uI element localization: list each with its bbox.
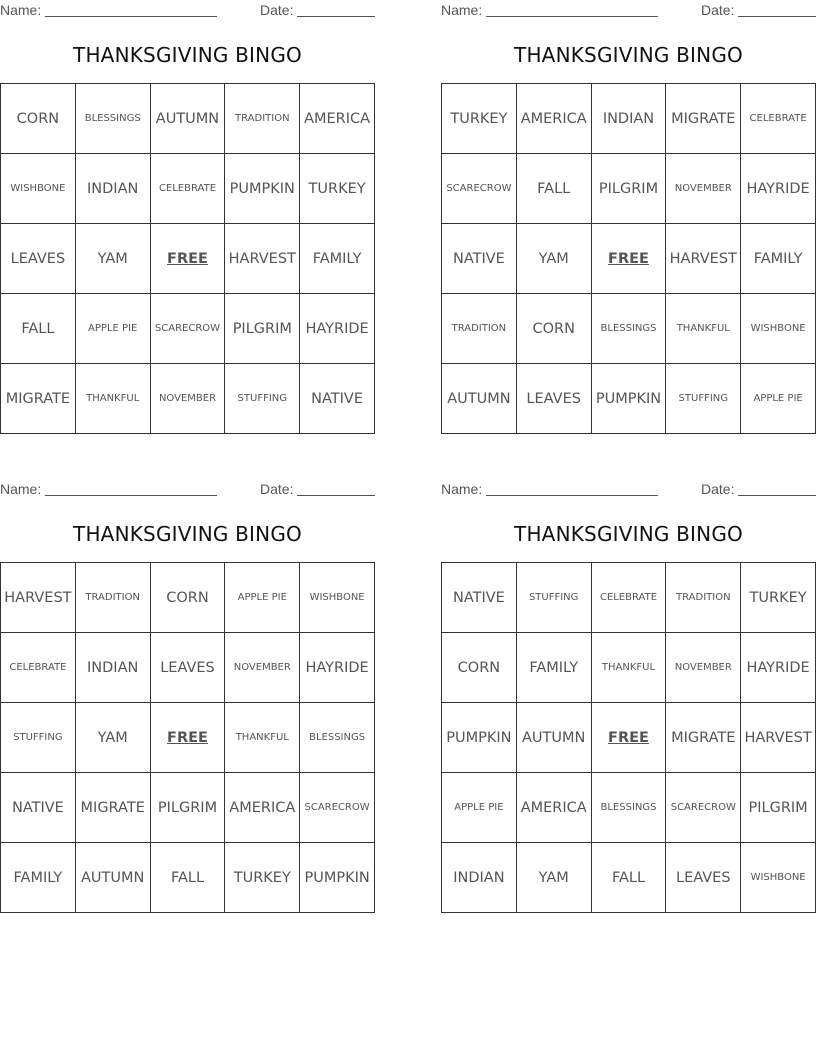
date-label: Date: (260, 481, 294, 497)
bingo-cell: STUFFING (517, 563, 592, 633)
date-label: Date: (260, 2, 294, 18)
bingo-cell: HAYRIDE (741, 154, 816, 224)
bingo-cell: CORN (517, 294, 592, 364)
card-header (441, 0, 816, 22)
bingo-cell: NOVEMBER (151, 364, 226, 434)
bingo-cell: CORN (1, 84, 76, 154)
name-label: Name: (0, 2, 42, 18)
bingo-cell: AMERICA (300, 84, 375, 154)
bingo-cell: TURKEY (225, 843, 300, 913)
bingo-cell: FALL (517, 154, 592, 224)
card-header (0, 479, 375, 501)
card-header (441, 479, 816, 501)
bingo-cell: THANKFUL (225, 703, 300, 773)
bingo-cell: BLESSINGS (300, 703, 375, 773)
bingo-cell: TRADITION (225, 84, 300, 154)
bingo-card-3 (0, 479, 375, 886)
name-blank (486, 495, 658, 496)
card-title: THANKSGIVING BINGO (514, 522, 743, 546)
bingo-cell: LEAVES (1, 224, 76, 294)
bingo-cell: HARVEST (741, 703, 816, 773)
bingo-cell: BLESSINGS (76, 84, 151, 154)
bingo-cell: STUFFING (1, 703, 76, 773)
bingo-cell: THANKFUL (76, 364, 151, 434)
bingo-cell: HAYRIDE (300, 294, 375, 364)
bingo-cell: CELEBRATE (741, 84, 816, 154)
bingo-cell: TRADITION (442, 294, 517, 364)
bingo-cell: NOVEMBER (666, 633, 741, 703)
date-blank (738, 16, 816, 17)
bingo-grid (0, 562, 375, 913)
bingo-cell: AUTUMN (151, 84, 226, 154)
bingo-cell: PILGRIM (741, 773, 816, 843)
bingo-cell: AUTUMN (442, 364, 517, 434)
bingo-grid (441, 562, 816, 913)
bingo-cell: AMERICA (225, 773, 300, 843)
bingo-cell: NATIVE (442, 563, 517, 633)
bingo-cell: APPLE PIE (442, 773, 517, 843)
bingo-cell: THANKFUL (666, 294, 741, 364)
bingo-cell: INDIAN (76, 633, 151, 703)
date-label: Date: (701, 2, 735, 18)
bingo-cell: YAM (76, 224, 151, 294)
name-blank (486, 16, 658, 17)
card-title: THANKSGIVING BINGO (73, 43, 302, 67)
bingo-cell: APPLE PIE (741, 364, 816, 434)
bingo-cell: PUMPKIN (225, 154, 300, 224)
free-space-cell: FREE (151, 224, 226, 294)
bingo-cell: LEAVES (666, 843, 741, 913)
bingo-cell: STUFFING (225, 364, 300, 434)
bingo-cell: PILGRIM (592, 154, 667, 224)
bingo-cell: CELEBRATE (592, 563, 667, 633)
bingo-cell: PILGRIM (151, 773, 226, 843)
bingo-cell: SCARECROW (300, 773, 375, 843)
bingo-cell: WISHBONE (300, 563, 375, 633)
bingo-cell: NATIVE (442, 224, 517, 294)
bingo-cell: MIGRATE (1, 364, 76, 434)
bingo-cell: HARVEST (666, 224, 741, 294)
bingo-cell: WISHBONE (741, 294, 816, 364)
bingo-cell: SCARECROW (151, 294, 226, 364)
bingo-cell: HAYRIDE (741, 633, 816, 703)
bingo-cell: AUTUMN (517, 703, 592, 773)
bingo-cell: CELEBRATE (1, 633, 76, 703)
bingo-cell: CORN (442, 633, 517, 703)
bingo-cell: YAM (517, 843, 592, 913)
bingo-cell: FAMILY (1, 843, 76, 913)
bingo-card-2 (441, 0, 816, 407)
name-blank (45, 495, 217, 496)
bingo-cell: FALL (1, 294, 76, 364)
bingo-cell: MIGRATE (666, 703, 741, 773)
bingo-cell: TURKEY (741, 563, 816, 633)
bingo-cell: AMERICA (517, 84, 592, 154)
bingo-cell: HARVEST (1, 563, 76, 633)
bingo-cell: NOVEMBER (666, 154, 741, 224)
bingo-cell: PUMPKIN (300, 843, 375, 913)
bingo-cell: TRADITION (666, 563, 741, 633)
bingo-cell: PILGRIM (225, 294, 300, 364)
bingo-cell: FAMILY (300, 224, 375, 294)
bingo-cell: TURKEY (300, 154, 375, 224)
bingo-cell: YAM (76, 703, 151, 773)
date-blank (738, 495, 816, 496)
free-space-cell: FREE (151, 703, 226, 773)
date-blank (297, 16, 375, 17)
name-label: Name: (441, 481, 483, 497)
bingo-cell: NATIVE (1, 773, 76, 843)
bingo-cell: WISHBONE (741, 843, 816, 913)
bingo-cell: INDIAN (592, 84, 667, 154)
bingo-cell: SCARECROW (666, 773, 741, 843)
bingo-card-1 (0, 0, 375, 407)
bingo-cell: LEAVES (517, 364, 592, 434)
bingo-cell: AUTUMN (76, 843, 151, 913)
bingo-grid (0, 83, 375, 434)
bingo-cell: PUMPKIN (592, 364, 667, 434)
bingo-cell: TRADITION (76, 563, 151, 633)
bingo-cell: THANKFUL (592, 633, 667, 703)
bingo-cell: YAM (517, 224, 592, 294)
bingo-cell: CELEBRATE (151, 154, 226, 224)
name-label: Name: (441, 2, 483, 18)
bingo-cell: HARVEST (225, 224, 300, 294)
bingo-cell: STUFFING (666, 364, 741, 434)
bingo-cell: MIGRATE (666, 84, 741, 154)
bingo-cell: HAYRIDE (300, 633, 375, 703)
bingo-cell: WISHBONE (1, 154, 76, 224)
bingo-cell: PUMPKIN (442, 703, 517, 773)
name-label: Name: (0, 481, 42, 497)
card-title: THANKSGIVING BINGO (514, 43, 743, 67)
bingo-grid (441, 83, 816, 434)
free-space-cell: FREE (592, 703, 667, 773)
card-header (0, 0, 375, 22)
bingo-cell: CORN (151, 563, 226, 633)
bingo-cell: FALL (592, 843, 667, 913)
bingo-cell: NATIVE (300, 364, 375, 434)
bingo-cell: BLESSINGS (592, 773, 667, 843)
date-label: Date: (701, 481, 735, 497)
bingo-cell: SCARECROW (442, 154, 517, 224)
bingo-cell: FALL (151, 843, 226, 913)
bingo-cell: INDIAN (442, 843, 517, 913)
bingo-cell: FAMILY (517, 633, 592, 703)
bingo-cell: LEAVES (151, 633, 226, 703)
card-title: THANKSGIVING BINGO (73, 522, 302, 546)
date-blank (297, 495, 375, 496)
bingo-cell: AMERICA (517, 773, 592, 843)
name-blank (45, 16, 217, 17)
bingo-cell: APPLE PIE (225, 563, 300, 633)
bingo-cell: APPLE PIE (76, 294, 151, 364)
bingo-cell: FAMILY (741, 224, 816, 294)
bingo-cell: TURKEY (442, 84, 517, 154)
bingo-cell: NOVEMBER (225, 633, 300, 703)
bingo-cell: INDIAN (76, 154, 151, 224)
bingo-cell: MIGRATE (76, 773, 151, 843)
bingo-cell: BLESSINGS (592, 294, 667, 364)
bingo-card-4 (441, 479, 816, 886)
free-space-cell: FREE (592, 224, 667, 294)
